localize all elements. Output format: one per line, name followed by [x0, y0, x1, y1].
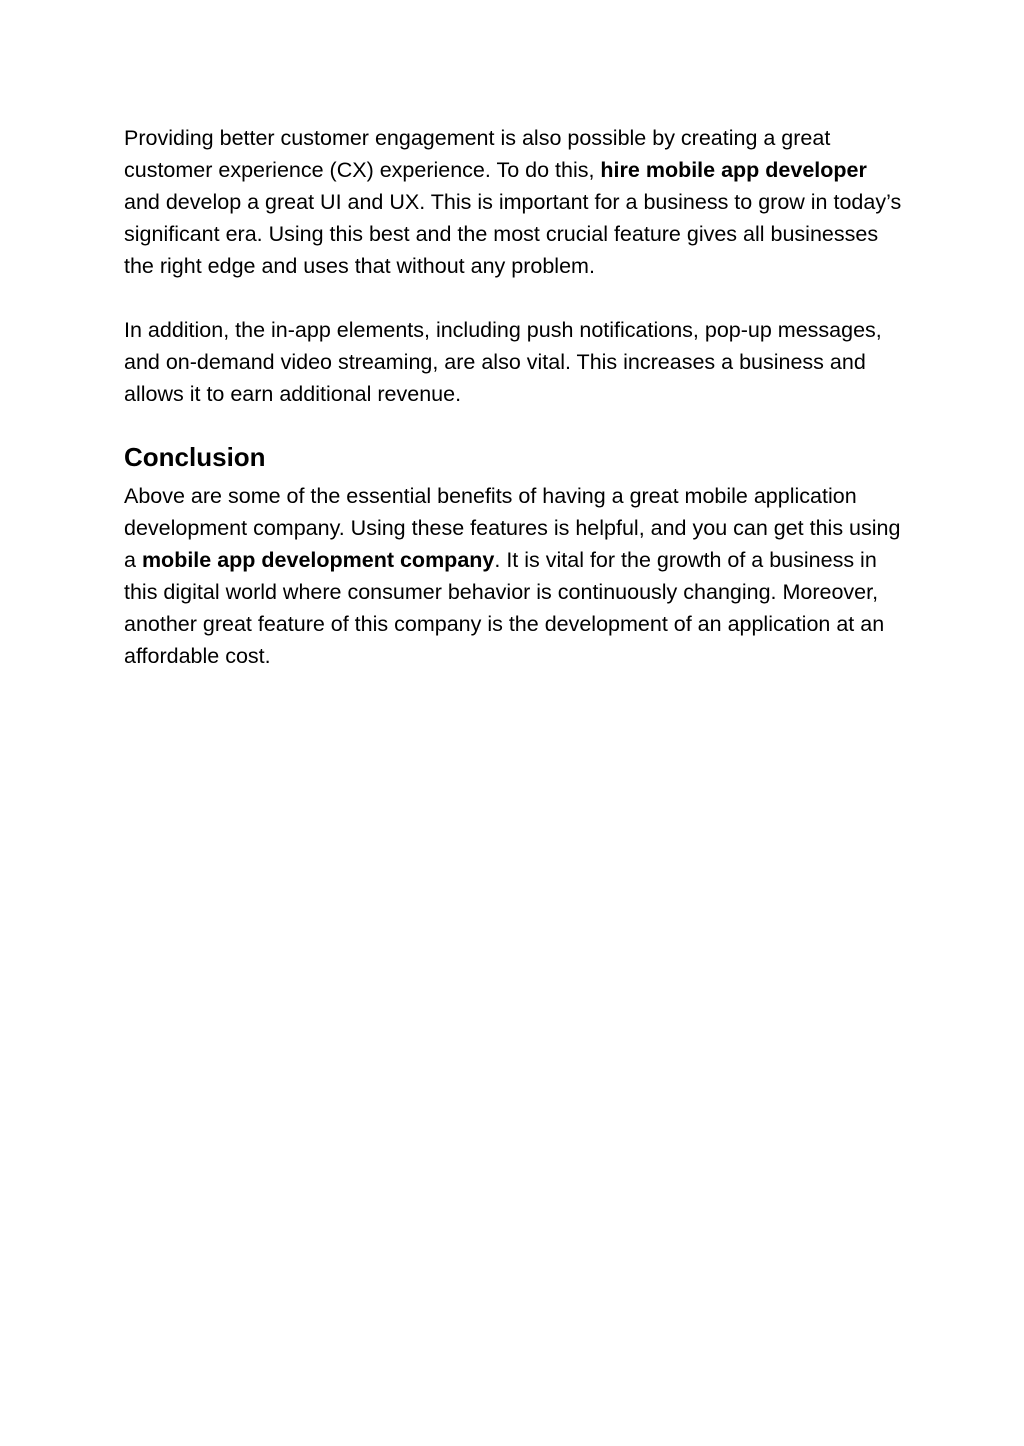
document-body: [124, 122, 904, 672]
paragraph-in-app-elements: [124, 314, 904, 410]
paragraph-3-text-before: Above are some of the essential benefits of having a great mobile application development company. Using these features is helpful, and you can get this using a: [124, 484, 901, 572]
paragraph-1-bold-phrase: hire mobile app developer: [600, 158, 867, 182]
paragraph-conclusion: [124, 480, 904, 672]
paragraph-customer-engagement: [124, 122, 904, 282]
paragraph-1-text-after: and develop a great UI and UX. This is important for a business to grow in today’s significant era. Using this best and the most crucial feature gives all businesses the right edge and uses that without any problem.: [124, 190, 902, 278]
paragraph-3-bold-phrase: mobile app development company: [141, 548, 495, 572]
paragraph-1-text-before: Providing better customer engagement is also possible by creating a great customer experience (CX) experience. To do this,: [124, 126, 831, 182]
paragraph-3-text-after: . It is vital for the growth of a business in this digital world where consumer behavior is continuously changing. Moreover, another great feature of this company is the development of an application at an affordable cost.: [124, 548, 885, 668]
section-heading-conclusion: Conclusion: [124, 442, 266, 472]
paragraph-2-text: In addition, the in-app elements, including push notifications, pop-up messages, and on-demand video streaming, are also vital. This increases a business and allows it to earn additional revenue.: [124, 318, 882, 406]
